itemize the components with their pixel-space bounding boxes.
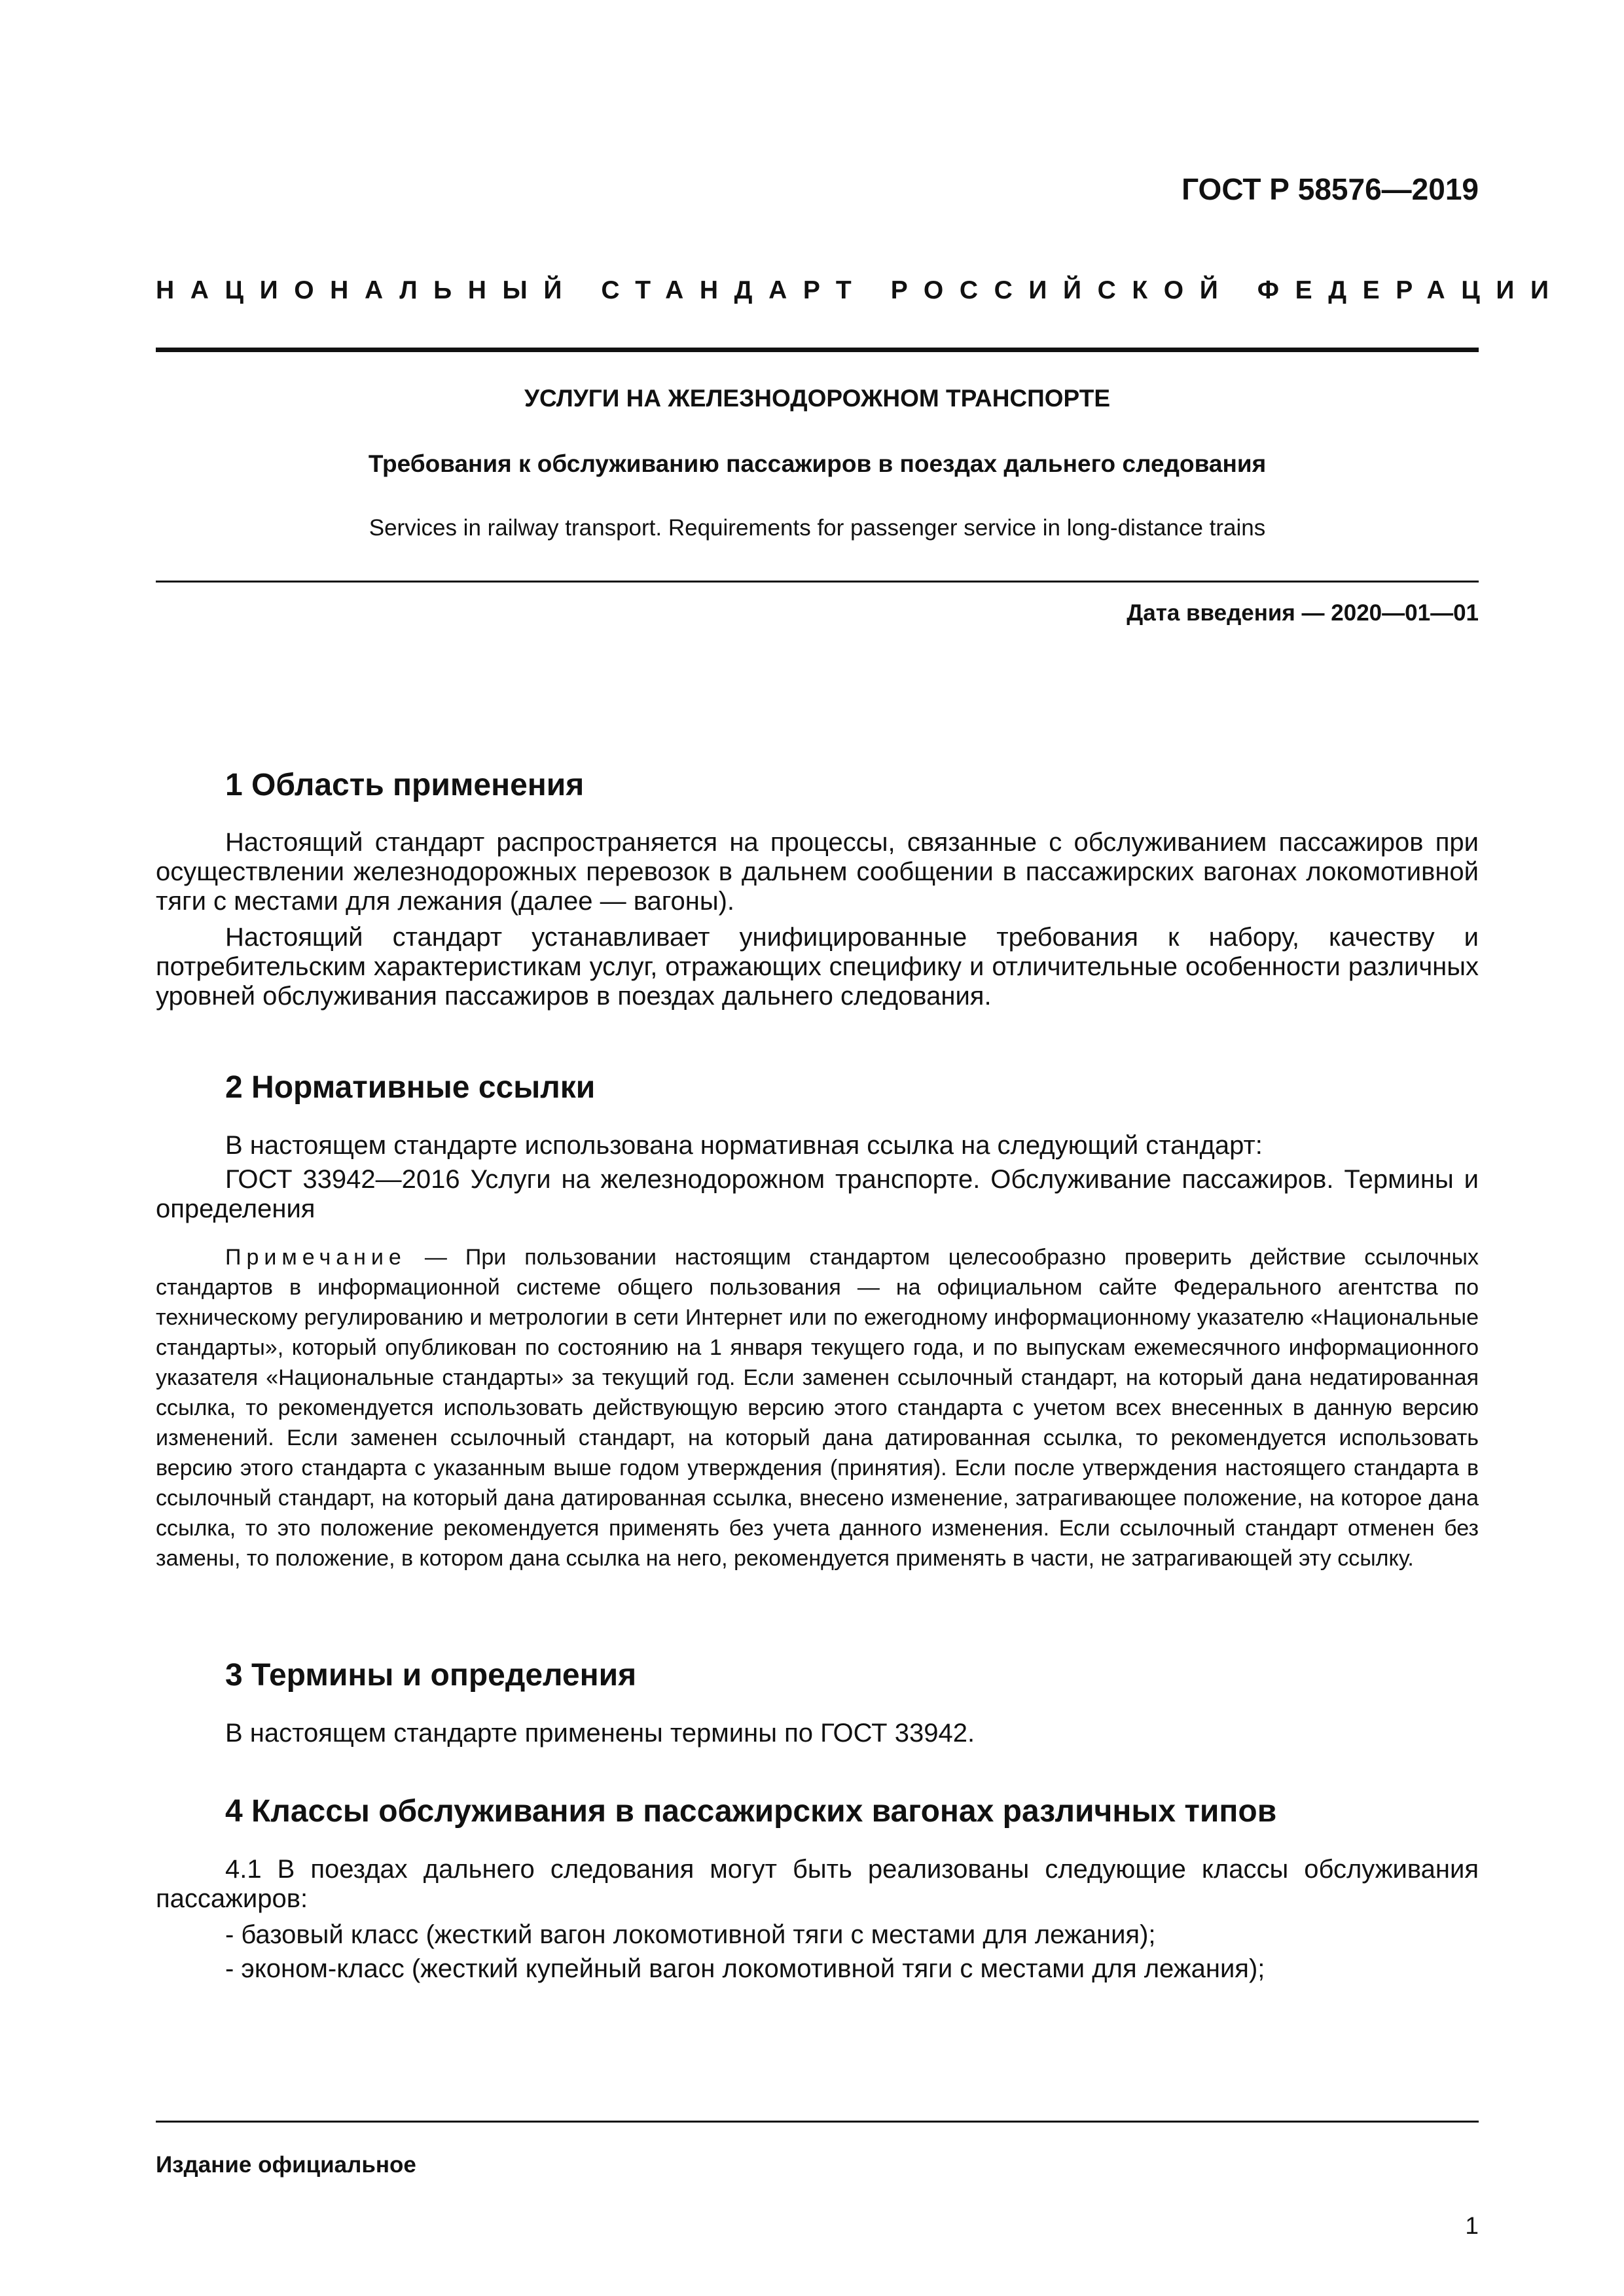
section-4-paragraph-1: 4.1 В поездах дальнего следования могут быть реализованы следующие классы обслуживания пассажиров: xyxy=(156,1855,1479,1913)
section-2-reference: ГОСТ 33942—2016 Услуги на железнодорожном транспорте. Обслуживание пассажиров. Термины и определения xyxy=(156,1165,1479,1223)
english-title: Services in railway transport. Requirements for passenger service in long-distance trains xyxy=(369,515,1266,541)
official-edition-label: Издание официальное xyxy=(156,2152,416,2178)
section-1-heading: 1 Область применения xyxy=(225,768,585,802)
note-label: Примечание xyxy=(225,1245,406,1270)
page-number: 1 xyxy=(1465,2212,1479,2239)
introduction-date: Дата введения — 2020—01—01 xyxy=(1127,600,1479,626)
section-2-heading: 2 Нормативные ссылки xyxy=(225,1070,596,1105)
document-title: УСЛУГИ НА ЖЕЛЕЗНОДОРОЖНОМ ТРАНСПОРТЕ xyxy=(524,385,1110,412)
section-3-paragraph-1: В настоящем стандарте применены термины по ГОСТ 33942. xyxy=(225,1719,975,1748)
title-divider xyxy=(156,581,1479,583)
section-2-note xyxy=(156,1242,1479,1573)
document-subtitle: Требования к обслуживанию пассажиров в поездах дальнего следования xyxy=(368,450,1267,477)
section-1-paragraph-2: Настоящий стандарт устанавливает унифицированные требования к набору, качеству и потребительским характеристикам услуг, отражающих специфику и отличительные особенности различных уровней обслуживания пассажиров в поездах дальнего следования. xyxy=(156,923,1479,1011)
section-3-heading: 3 Термины и определения xyxy=(225,1658,637,1693)
list-item: - эконом-класс (жесткий купейный вагон локомотивной тяги с местами для лежания); xyxy=(225,1954,1265,1983)
note-text: — При пользовании настоящим стандартом целесообразно проверить действие ссылочных стандартов в информационной системе общего пользования — на официальном сайте Федерального агентства по техническому регулированию и метрологии в сети Интернет или по ежегодному информационному указателю «Национальные стандарты», который опубликован по состоянию на 1 января текущего года, и по выпускам ежемесячного информационного указателя «Национальные стандарты» за текущий год. Если заменен ссылочный стандарт, на который дана недатированная ссылка, то рекомендуется использовать действующую версию этого стандарта с учетом всех внесенных в данную версию изменений. Если заменен ссылочный стандарт, на который дана датированная ссылка, то рекомендуется использовать версию этого стандарта с указанным выше годом утверждения (принятия). Если после утверждения настоящего стандарта в ссылочный стандарт, на который дана датированная ссылка, внесено изменение, затрагивающее положение, на которое дана ссылка, то это положение рекомендуется применять без учета данного изменения. Если ссылочный стандарт отменен без замены, то положение, в котором дана ссылка на него, рекомендуется применять в части, не затрагивающей эту ссылку. xyxy=(156,1245,1479,1571)
footer-divider xyxy=(156,2121,1479,2123)
standard-code: ГОСТ Р 58576—2019 xyxy=(1182,172,1479,206)
list-item: - базовый класс (жесткий вагон локомотивной тяги с местами для лежания); xyxy=(225,1920,1156,1949)
section-1-paragraph-1: Настоящий стандарт распространяется на процессы, связанные с обслуживанием пассажиров при осуществлении железнодорожных перевозок в дальнем сообщении в пассажирских вагонах локомотивной тяги с местами для лежания (далее — вагоны). xyxy=(156,828,1479,916)
section-2-paragraph-1: В настоящем стандарте использована нормативная ссылка на следующий стандарт: xyxy=(225,1131,1263,1160)
header-divider xyxy=(156,348,1479,352)
section-4-heading: 4 Классы обслуживания в пассажирских вагонах различных типов xyxy=(225,1794,1277,1829)
national-standard-line: НАЦИОНАЛЬНЫЙ СТАНДАРТ РОССИЙСКОЙ ФЕДЕРАЦИИ xyxy=(156,276,1565,304)
